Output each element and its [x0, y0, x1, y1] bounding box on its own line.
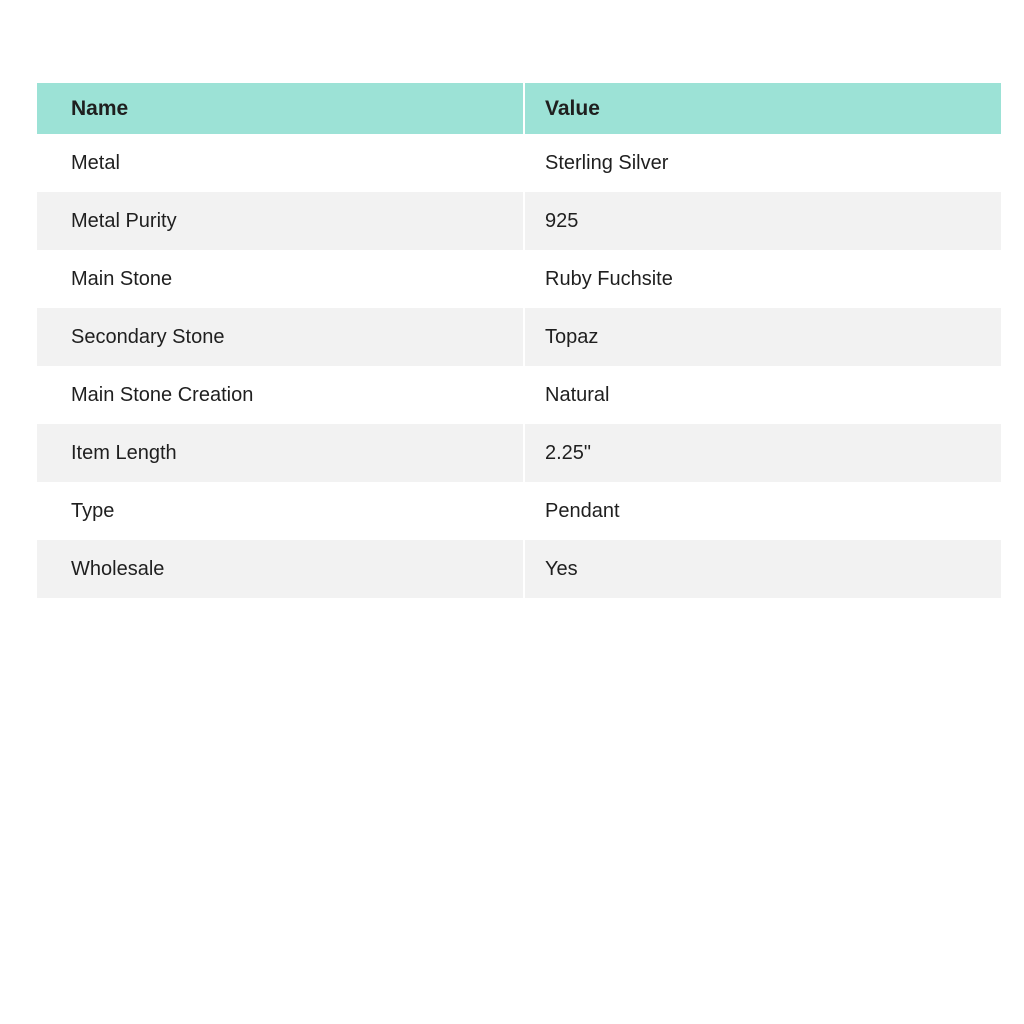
table-row	[37, 482, 1001, 540]
attribute-value: 925	[523, 192, 1001, 250]
table-row	[37, 192, 1001, 250]
table-row	[37, 308, 1001, 366]
attribute-name: Metal	[37, 134, 523, 192]
attribute-value: Pendant	[523, 482, 1001, 540]
table-row	[37, 424, 1001, 482]
column-header-name: Name	[37, 83, 523, 134]
table-row	[37, 366, 1001, 424]
attribute-name: Item Length	[37, 424, 523, 482]
product-attributes-table	[37, 83, 1001, 598]
attribute-value: Ruby Fuchsite	[523, 250, 1001, 308]
column-header-value: Value	[523, 83, 1001, 134]
attribute-value: Sterling Silver	[523, 134, 1001, 192]
attribute-name: Secondary Stone	[37, 308, 523, 366]
attribute-name: Metal Purity	[37, 192, 523, 250]
table-row	[37, 250, 1001, 308]
attribute-value: Topaz	[523, 308, 1001, 366]
table-header-row	[37, 83, 1001, 134]
attribute-name: Type	[37, 482, 523, 540]
attribute-name: Main Stone	[37, 250, 523, 308]
table-row	[37, 540, 1001, 598]
attribute-value: Natural	[523, 366, 1001, 424]
attribute-value: Yes	[523, 540, 1001, 598]
attribute-value: 2.25"	[523, 424, 1001, 482]
attribute-name: Wholesale	[37, 540, 523, 598]
table-row	[37, 134, 1001, 192]
attribute-name: Main Stone Creation	[37, 366, 523, 424]
